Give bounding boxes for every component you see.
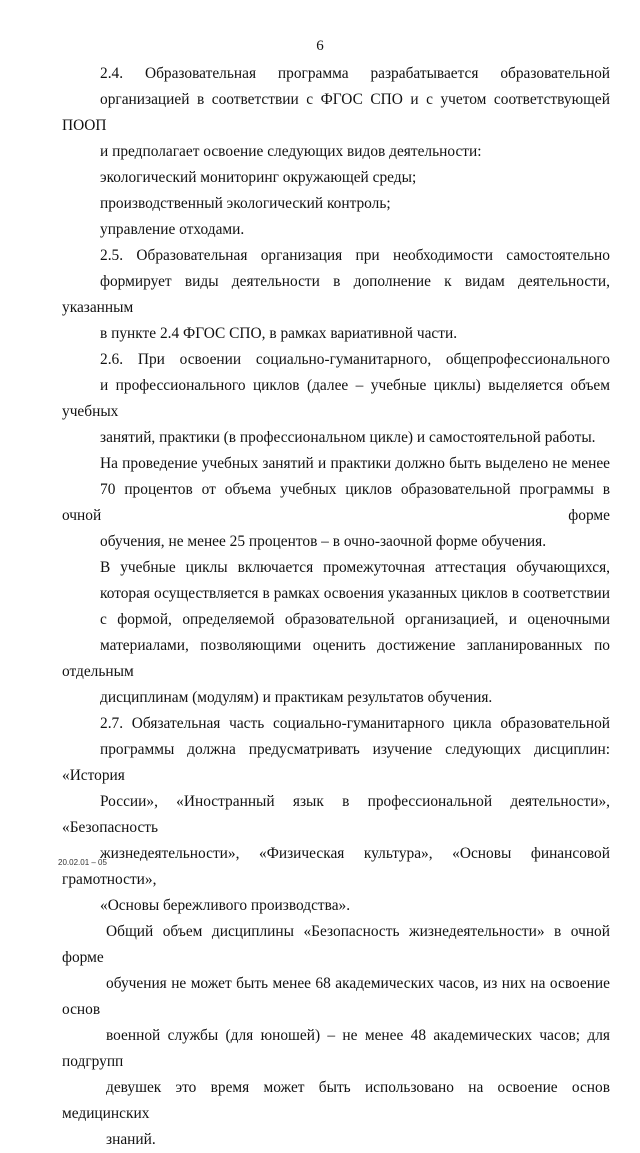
text-line: 2.4. Образовательная программа разрабатывается образовательной — [100, 65, 610, 82]
text-line: жизнедеятельности», «Физическая культура», «Основы финансовой грамотности», — [62, 845, 610, 888]
text-line: и предполагает освоение следующих видов деятельности: — [100, 143, 482, 160]
paragraph-bzhd-volume — [62, 919, 610, 1153]
text-line: «Основы бережливого производства». — [100, 897, 351, 914]
paragraph-2-5 — [62, 243, 610, 347]
text-line: В учебные циклы включается промежуточная аттестация обучающихся, — [100, 559, 610, 576]
paragraph-hours — [62, 451, 610, 555]
text-line: и профессионального циклов (далее – учебные циклы) выделяется объем учебных — [62, 377, 610, 420]
text-line: которая осуществляется в рамках освоения указанных циклов в соответствии — [100, 585, 610, 602]
text-line: занятий, практики (в профессиональном цикле) и самостоятельной работы. — [100, 429, 596, 446]
activity-item: управление отходами. — [100, 221, 245, 238]
activity-item: экологический мониторинг окружающей среды; — [100, 169, 417, 186]
activity-item: производственный экологический контроль; — [100, 195, 391, 212]
text-line: обучения, не менее 25 процентов – в очно-заочной форме обучения. — [100, 533, 547, 550]
text-line: 2.5. Образовательная организация при необходимости самостоятельно — [100, 247, 610, 264]
text-line: военной службы (для юношей) – не менее 48 академических часов; для подгрупп — [62, 1027, 610, 1070]
text-line: России», «Иностранный язык в профессиональной деятельности», «Безопасность — [62, 793, 610, 836]
footer-document-code: 20.02.01 – 05 — [58, 858, 107, 867]
text-line: с формой, определяемой образовательной организацией, и оценочными — [100, 611, 610, 628]
paragraph-2-7 — [62, 711, 610, 919]
text-line: организацией в соответствии с ФГОС СПО и с учетом соответствующей ПООП — [62, 91, 610, 134]
text-line: 2.6. При освоении социально-гуманитарного, общепрофессионального — [100, 351, 610, 368]
text-line: знаний. — [106, 1131, 156, 1148]
text-line: 2.7. Обязательная часть социально-гуманитарного цикла образовательной — [100, 715, 610, 732]
text-line: девушек это время может быть использовано на освоение основ медицинских — [62, 1079, 610, 1122]
paragraph-attestation — [62, 555, 610, 711]
text-line: 70 процентов от объема учебных циклов образовательной программы в очной форме — [62, 481, 610, 524]
paragraph-2-4 — [62, 61, 610, 165]
text-line: программы должна предусматривать изучение следующих дисциплин: «История — [62, 741, 610, 784]
text-line: Общий объем дисциплины «Безопасность жизнедеятельности» в очной форме — [62, 923, 610, 966]
page-number: 6 — [316, 38, 324, 54]
text-line: в пункте 2.4 ФГОС СПО, в рамках вариативной части. — [100, 325, 458, 342]
text-line: дисциплинам (модулям) и практикам результатов обучения. — [100, 689, 493, 706]
paragraph-2-6 — [62, 347, 610, 451]
text-line: материалами, позволяющими оценить достижение запланированных по отдельным — [62, 637, 610, 680]
text-line: формирует виды деятельности в дополнение к видам деятельности, указанным — [62, 273, 610, 316]
text-line: обучения не может быть менее 68 академических часов, из них на освоение основ — [62, 975, 610, 1018]
document-body — [62, 61, 610, 1153]
text-line: На проведение учебных занятий и практики должно быть выделено не менее — [100, 455, 610, 472]
